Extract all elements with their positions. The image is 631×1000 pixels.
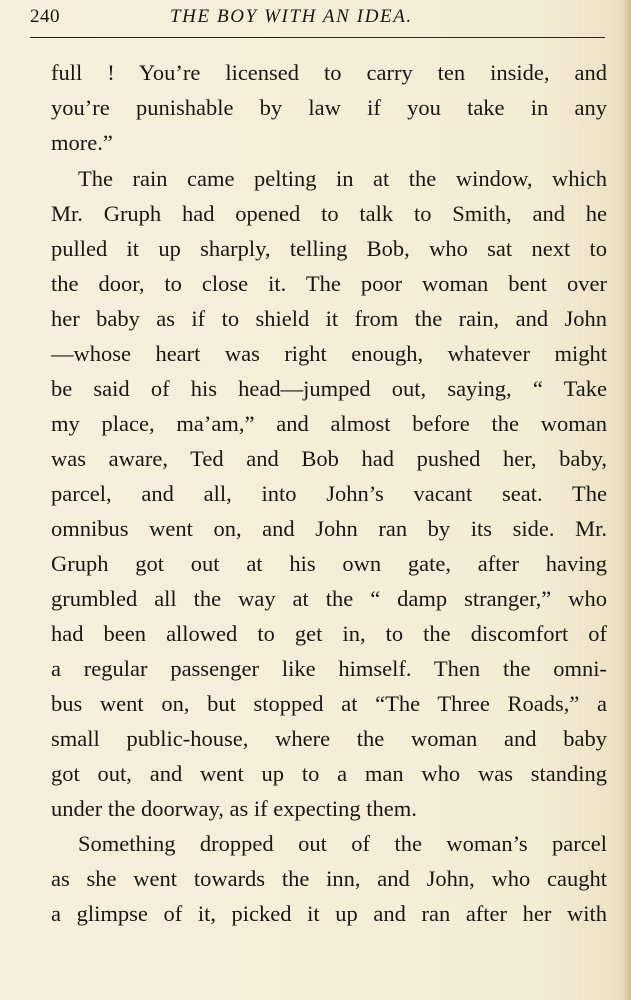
text-line: more.”: [51, 130, 113, 155]
text-line: Something dropped out of the woman’s parcel: [78, 831, 607, 856]
text-line: pulled it up sharply, telling Bob, who sat next to: [51, 236, 607, 261]
text-line: —whose heart was right enough, whatever might: [51, 341, 607, 366]
running-title: THE BOY WITH AN IDEA.: [170, 6, 413, 27]
page-header: [30, 4, 608, 30]
text-line: full ! You’re licensed to carry ten inside, and: [51, 60, 607, 85]
text-line: had been allowed to get in, to the discomfort of: [51, 621, 607, 646]
text-line: got out, and went up to a man who was standing: [51, 761, 607, 786]
text-line: you’re punishable by law if you take in any: [51, 95, 607, 120]
text-line: was aware, Ted and Bob had pushed her, baby,: [51, 446, 607, 471]
page-edge-shadow: [623, 0, 631, 1000]
text-line: the door, to close it. The poor woman bent over: [51, 271, 607, 296]
text-line: be said of his head—jumped out, saying, “ Take: [51, 376, 607, 401]
text-line: Mr. Gruph had opened to talk to Smith, and he: [51, 201, 607, 226]
text-line: under the doorway, as if expecting them.: [51, 796, 417, 821]
text-line: as she went towards the inn, and John, who caught: [51, 866, 607, 891]
text-line: parcel, and all, into John’s vacant seat. The: [51, 481, 607, 506]
text-line: small public-house, where the woman and baby: [51, 726, 607, 751]
header-rule: [30, 37, 605, 38]
text-line: bus went on, but stopped at “The Three Roads,” a: [51, 691, 607, 716]
text-line: omnibus went on, and John ran by its side. Mr.: [51, 516, 607, 541]
page-number: 240: [30, 6, 60, 27]
text-line: my place, ma’am,” and almost before the woman: [51, 411, 607, 436]
text-line: a glimpse of it, picked it up and ran after her with: [51, 901, 607, 926]
text-line: her baby as if to shield it from the rain, and John: [51, 306, 607, 331]
text-line: The rain came pelting in at the window, which: [78, 166, 607, 191]
text-line: Gruph got out at his own gate, after having: [51, 551, 607, 576]
text-line: a regular passenger like himself. Then the omni-: [51, 656, 607, 681]
text-line: grumbled all the way at the “ damp stranger,” who: [51, 586, 607, 611]
